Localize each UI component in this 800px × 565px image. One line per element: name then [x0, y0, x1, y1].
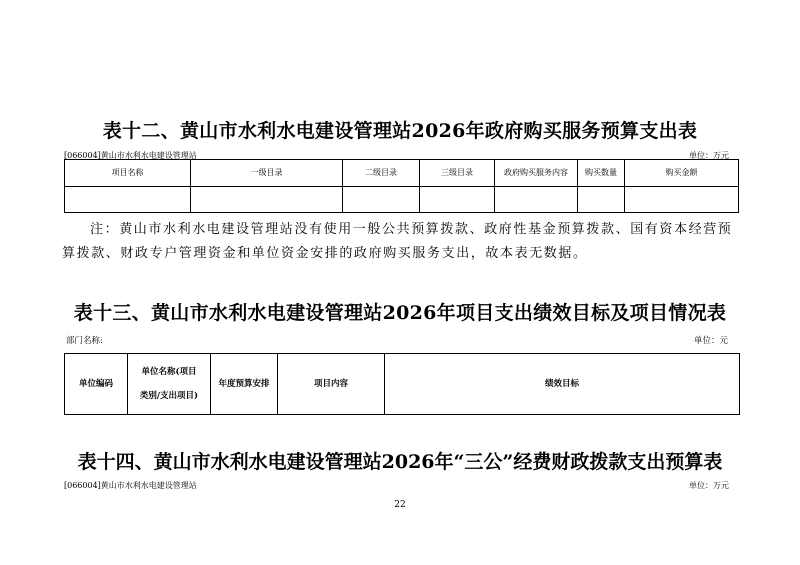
- table14-unit-code: [066004]黄山市水利水电建设管理站: [64, 481, 197, 490]
- table14-unit-label: 单位：万元: [689, 481, 729, 490]
- page-number: 22: [394, 500, 406, 510]
- table-cell: [65, 187, 191, 213]
- table-cell: [625, 187, 739, 213]
- table13: [64, 353, 740, 415]
- table12-header-level1: 一级目录: [191, 160, 343, 187]
- table12-header-service-content: 政府购买服务内容: [495, 160, 578, 187]
- table13-header-target: 绩效目标: [385, 354, 740, 415]
- table12-header-project-name: 项目名称: [65, 160, 191, 187]
- table-cell: [495, 187, 578, 213]
- table12-header-level3: 三级目录: [420, 160, 495, 187]
- table13-header-content: 项目内容: [278, 354, 385, 415]
- table13-header-unit-name: [128, 354, 211, 415]
- table-cell: [343, 187, 420, 213]
- table-cell: [420, 187, 495, 213]
- table12-header-amount: 购买金额: [625, 160, 739, 187]
- table14-title: 表十四、黄山市水利水电建设管理站2026年“三公”经费财政拨款支出预算表: [77, 451, 723, 473]
- table-cell: [578, 187, 625, 213]
- table12-unit-label: 单位：万元: [689, 151, 729, 160]
- table13-header-unit-name-line2: 类别/支出项目): [139, 391, 199, 401]
- table12-title: 表十二、黄山市水利水电建设管理站2026年政府购买服务预算支出表: [102, 120, 698, 142]
- table13-header-unit-name-line1: 单位名称(项目: [141, 366, 197, 377]
- table12-note: 注：黄山市水利水电建设管理站没有使用一般公共预算拨款、政府性基金预算拨款、国有资本经营预算拨款、财政专户管理资金和单位资金安排的政府购买服务支出，故本表无数据。: [62, 222, 733, 261]
- table13-unit-label: 单位：元: [694, 336, 729, 346]
- table-cell: [191, 187, 343, 213]
- table12: [64, 159, 739, 213]
- table13-title: 表十三、黄山市水利水电建设管理站2026年项目支出绩效目标及项目情况表: [73, 302, 727, 324]
- table13-header-budget: 年度预算安排: [211, 354, 278, 415]
- table12-header-row: [65, 160, 739, 187]
- table12-header-quantity: 购买数量: [578, 160, 625, 187]
- table13-dept-label: 部门名称:: [66, 336, 103, 346]
- table12-unit-code: [066004]黄山市水利水电建设管理站: [64, 151, 197, 160]
- table13-header-unit-code: 单位编码: [65, 354, 128, 415]
- table12-header-level2: 二级目录: [343, 160, 420, 187]
- table12-empty-row: [65, 187, 739, 213]
- table13-header-row: [65, 354, 740, 415]
